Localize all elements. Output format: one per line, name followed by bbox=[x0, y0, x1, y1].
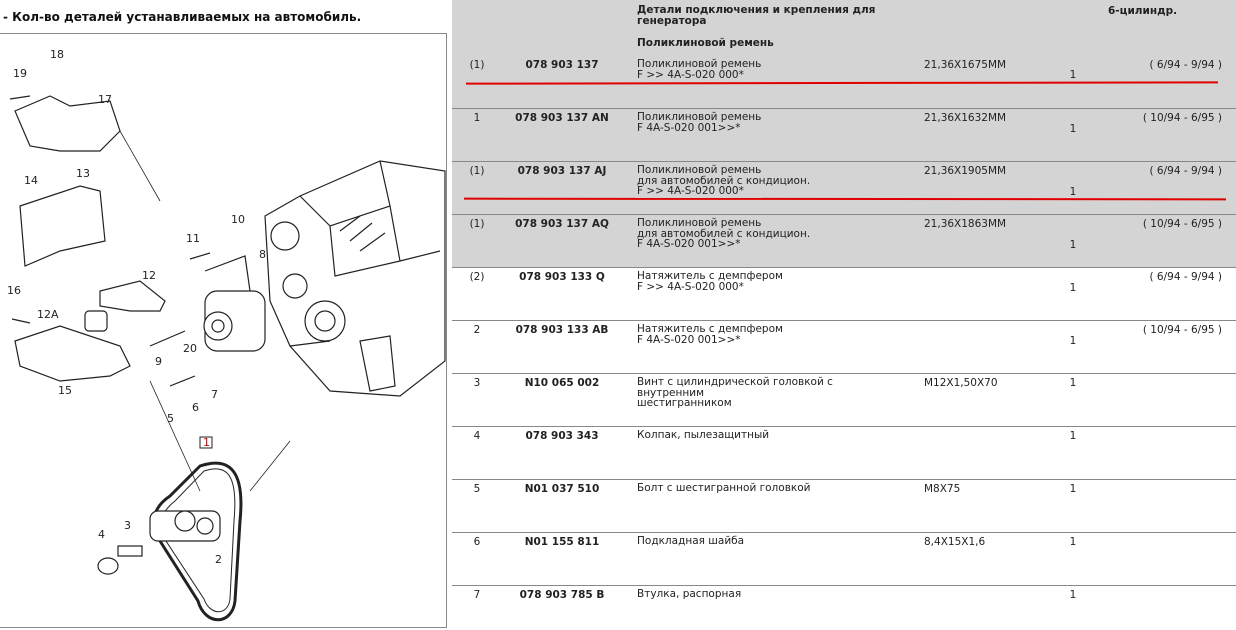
row-part-number[interactable]: 078 903 343 bbox=[525, 430, 599, 442]
row-description bbox=[637, 536, 902, 547]
table-row[interactable] bbox=[452, 162, 1236, 215]
row-qty: 2 bbox=[473, 324, 481, 336]
table-row[interactable] bbox=[452, 215, 1236, 268]
row-description bbox=[637, 59, 902, 80]
row-count: 1 bbox=[1069, 335, 1077, 347]
table-row[interactable] bbox=[452, 480, 1236, 533]
desc-line: шестигранником bbox=[637, 397, 732, 409]
row-count: 1 bbox=[1069, 589, 1077, 601]
callout: 11 bbox=[186, 232, 200, 245]
row-count: 1 bbox=[1069, 186, 1077, 198]
callout: 3 bbox=[124, 519, 131, 532]
row-count: 1 bbox=[1069, 282, 1077, 294]
row-description bbox=[637, 218, 902, 250]
callout: 17 bbox=[98, 93, 112, 106]
row-qty: (1) bbox=[469, 59, 485, 71]
row-description bbox=[637, 165, 902, 197]
table-header bbox=[452, 0, 1236, 57]
callout-labels bbox=[0, 1, 447, 630]
row-count: 1 bbox=[1069, 377, 1077, 389]
row-description bbox=[637, 589, 902, 600]
desc-line: F 4A-S-020 001>>* bbox=[637, 333, 741, 346]
row-qty: 7 bbox=[473, 589, 481, 601]
row-description bbox=[637, 430, 902, 441]
row-part-number[interactable]: 078 903 137 bbox=[525, 59, 599, 71]
table-row[interactable] bbox=[452, 374, 1236, 427]
quantity-note: - Кол-во деталей устанавливаемых на автомобиль. bbox=[3, 10, 362, 24]
diagram-frame bbox=[0, 33, 447, 628]
table-row[interactable] bbox=[452, 586, 1236, 629]
row-qty: (1) bbox=[469, 165, 485, 177]
row-description bbox=[637, 377, 902, 409]
group-title: Детали подключения и крепления для генератора bbox=[637, 4, 876, 27]
callout: 7 bbox=[211, 388, 218, 401]
table-row[interactable] bbox=[452, 109, 1236, 162]
row-date: ( 10/94 - 6/95 ) bbox=[1142, 112, 1222, 124]
row-dimension: 21,36X1905MM bbox=[924, 165, 1007, 177]
table-row[interactable] bbox=[452, 533, 1236, 586]
row-dimension: M8X75 bbox=[924, 483, 961, 495]
desc-line: Подкладная шайба bbox=[637, 535, 745, 547]
row-count: 1 bbox=[1069, 123, 1077, 135]
callout: 2 bbox=[215, 553, 222, 566]
row-description bbox=[637, 112, 902, 133]
desc-line: F 4A-S-020 001>>* bbox=[637, 121, 741, 134]
row-part-number[interactable]: N01 037 510 bbox=[524, 483, 600, 495]
row-date: ( 6/94 - 9/94 ) bbox=[1149, 165, 1222, 177]
callout: 9 bbox=[155, 355, 162, 368]
engine-type: 6-цилиндр. bbox=[1108, 5, 1178, 17]
row-dimension: 21,36X1863MM bbox=[924, 218, 1007, 230]
callout: 19 bbox=[13, 67, 27, 80]
parts-table bbox=[452, 0, 1236, 629]
row-count: 1 bbox=[1069, 483, 1077, 495]
row-description bbox=[637, 271, 902, 292]
desc-line: Винт с цилиндрической головкой с внутренним bbox=[637, 376, 833, 399]
desc-line: Поликлиновой ремень bbox=[637, 164, 762, 176]
row-qty: 5 bbox=[473, 483, 481, 495]
row-qty: 3 bbox=[473, 377, 481, 389]
row-qty: 1 bbox=[473, 112, 481, 124]
table-row[interactable] bbox=[452, 427, 1236, 480]
row-date: ( 10/94 - 6/95 ) bbox=[1142, 324, 1222, 336]
callout: 8 bbox=[259, 248, 266, 261]
callout: 10 bbox=[231, 213, 245, 226]
desc-line: Втулка, распорная bbox=[637, 588, 742, 600]
callout: 13 bbox=[76, 167, 90, 180]
callout: 12A bbox=[37, 308, 59, 321]
desc-line: F 4A-S-020 001>>* bbox=[637, 238, 741, 250]
row-count: 1 bbox=[1069, 536, 1077, 548]
callout: 15 bbox=[58, 384, 72, 397]
callout: 12 bbox=[142, 269, 156, 282]
row-part-number[interactable]: 078 903 137 AN bbox=[515, 112, 609, 124]
subgroup-title: Поликлиновой ремень bbox=[637, 37, 774, 49]
row-qty: 4 bbox=[473, 430, 481, 442]
row-dimension: 21,36X1675MM bbox=[924, 59, 1007, 71]
row-description bbox=[637, 483, 902, 494]
row-dimension: 21,36X1632MM bbox=[924, 112, 1007, 124]
callout: 1 bbox=[203, 436, 210, 449]
desc-line: Поликлиновой ремень bbox=[637, 58, 762, 70]
row-part-number[interactable]: 078 903 137 AQ bbox=[515, 218, 609, 230]
row-part-number[interactable]: N10 065 002 bbox=[524, 377, 600, 389]
desc-line: Натяжитель с демпфером bbox=[637, 323, 783, 335]
table-row[interactable] bbox=[452, 268, 1236, 321]
callout: 6 bbox=[192, 401, 199, 414]
table-row[interactable] bbox=[452, 321, 1236, 374]
row-dimension: M12X1,50X70 bbox=[924, 377, 998, 389]
desc-line: для автомобилей с кондицион. bbox=[637, 174, 811, 187]
desc-line: Поликлиновой ремень bbox=[637, 217, 762, 229]
row-part-number[interactable]: 078 903 133 Q bbox=[519, 271, 605, 283]
row-count: 1 bbox=[1069, 239, 1077, 251]
row-count: 1 bbox=[1069, 430, 1077, 442]
desc-line: Болт с шестигранной головкой bbox=[637, 482, 811, 494]
callout: 14 bbox=[24, 174, 38, 187]
desc-line: F >> 4A-S-020 000* bbox=[637, 280, 744, 293]
row-qty: 6 bbox=[473, 536, 481, 548]
row-part-number[interactable]: 078 903 137 AJ bbox=[517, 165, 607, 177]
callout: 5 bbox=[167, 412, 174, 425]
row-date: ( 6/94 - 9/94 ) bbox=[1149, 59, 1222, 71]
row-description bbox=[637, 324, 902, 345]
desc-line: Колпак, пылезащитный bbox=[637, 429, 770, 441]
desc-line: F >> 4A-S-020 000* bbox=[637, 185, 744, 197]
diagram-panel bbox=[0, 0, 450, 629]
row-qty: (2) bbox=[469, 271, 485, 283]
row-part-number[interactable]: 078 903 785 B bbox=[519, 589, 605, 601]
row-date: ( 6/94 - 9/94 ) bbox=[1149, 271, 1222, 283]
row-dimension: 8,4X15X1,6 bbox=[924, 536, 986, 548]
desc-line: F >> 4A-S-020 000* bbox=[637, 68, 744, 81]
row-qty: (1) bbox=[469, 218, 485, 230]
row-part-number[interactable]: N01 155 811 bbox=[524, 536, 600, 548]
row-count: 1 bbox=[1069, 69, 1077, 81]
desc-line: для автомобилей с кондицион. bbox=[637, 227, 811, 240]
desc-line: Натяжитель с демпфером bbox=[637, 270, 783, 282]
desc-line: Поликлиновой ремень bbox=[637, 111, 762, 123]
callout: 18 bbox=[50, 48, 64, 61]
callout: 4 bbox=[98, 528, 105, 541]
row-part-number[interactable]: 078 903 133 AB bbox=[515, 324, 609, 336]
row-date: ( 10/94 - 6/95 ) bbox=[1142, 218, 1222, 230]
callout: 16 bbox=[7, 284, 21, 297]
callout: 20 bbox=[183, 342, 197, 355]
